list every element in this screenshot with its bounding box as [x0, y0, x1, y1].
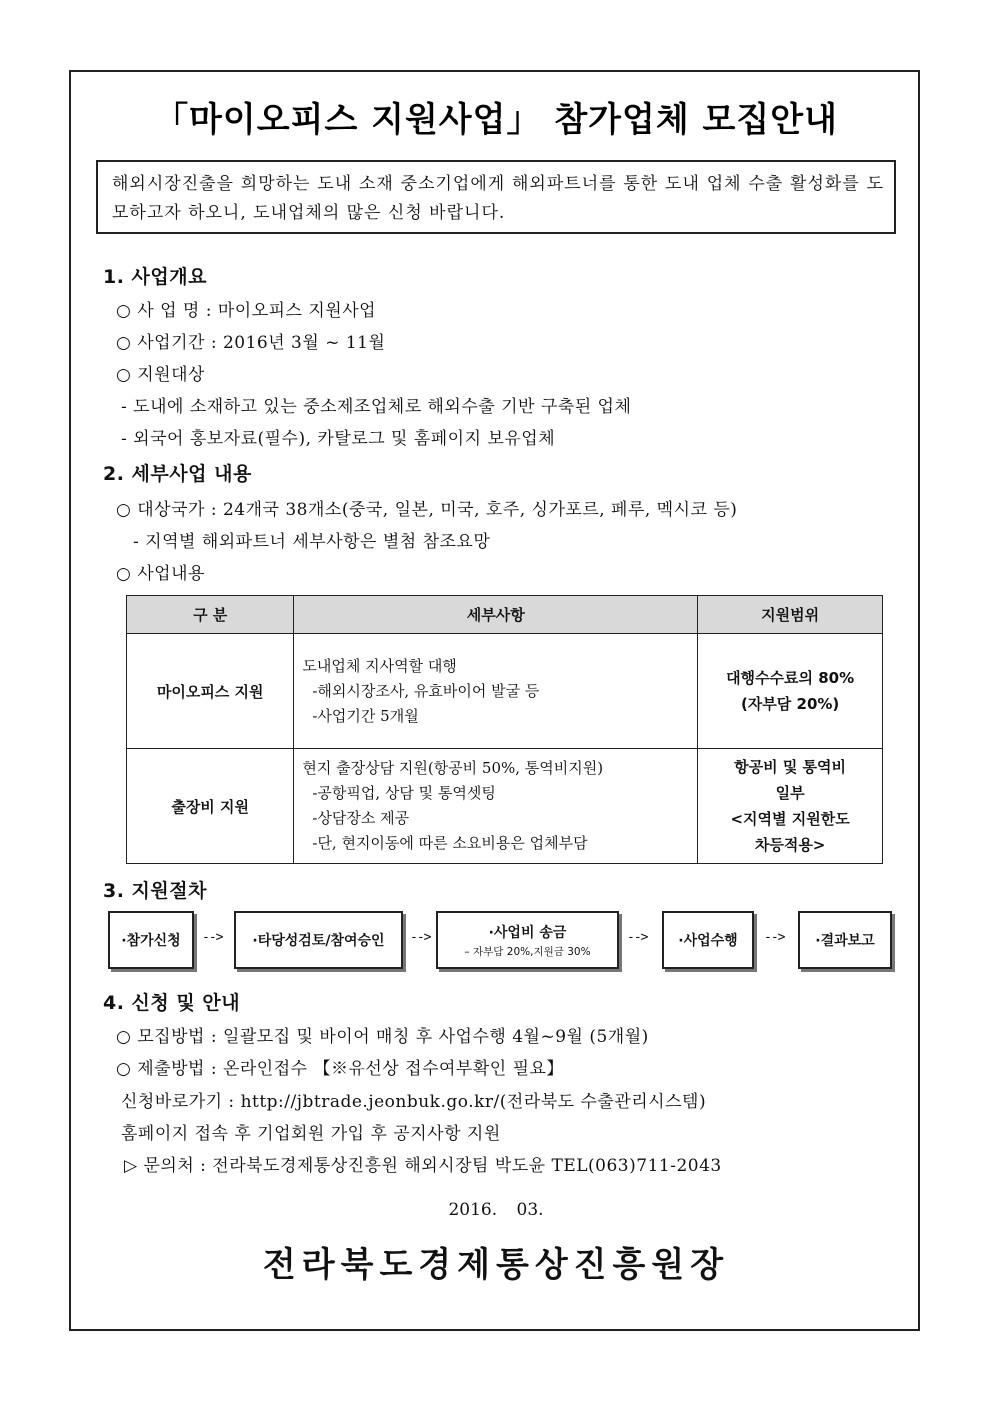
flow-step-label: ·참가신청	[121, 933, 181, 949]
document-date: 2016. 03.	[448, 1200, 544, 1220]
flow-arrow-icon: -->	[627, 930, 648, 945]
row1-detail-1: 도내업체 지사역할 대행	[302, 656, 457, 675]
header-category: 구 분	[127, 596, 294, 634]
support-target-2: - 외국어 홍보자료(필수), 카탈로그 및 홈페이지 보유업체	[121, 429, 556, 449]
row1-scope-2: (자부담 20%)	[740, 695, 840, 713]
support-target-label: ○ 지원대상	[116, 365, 205, 385]
content-label: ○ 사업내용	[116, 564, 205, 584]
section3-heading: 3. 지원절차	[103, 880, 207, 902]
header-details: 세부사항	[294, 596, 698, 634]
header-scope: 지원범위	[698, 596, 883, 634]
row2-detail-4: -단, 현지이동에 따른 소요비용은 업체부담	[312, 834, 588, 852]
business-content-table	[126, 595, 883, 864]
flow-step-remit	[436, 911, 619, 969]
row1-scope	[698, 634, 883, 749]
row2-category: 출장비 지원	[127, 749, 294, 864]
homepage-instruction: 홈페이지 접속 후 기업회원 가입 후 공지사항 지원	[121, 1124, 501, 1144]
flow-step-report	[798, 911, 892, 969]
row1-category: 마이오피스 지원	[127, 634, 294, 749]
recruit-method: ○ 모집방법 : 일괄모집 및 바이어 매칭 후 사업수행 4월~9월 (5개월)	[116, 1027, 649, 1047]
target-countries: ○ 대상국가 : 24개국 38개소(중국, 일본, 미국, 호주, 싱가포르, 페루, 멕시코 등)	[116, 500, 738, 520]
document-title: 「마이오피스 지원사업」 참가업체 모집안내	[154, 100, 838, 140]
contact-info: ▷ 문의처 : 전라북도경제통상진흥원 해외시장팀 박도윤 TEL(063)711-2043	[124, 1156, 722, 1176]
flow-arrow-icon: -->	[202, 930, 223, 945]
flow-step-label: ·사업비 송금	[488, 924, 567, 941]
row2-details	[294, 749, 698, 864]
section4-heading: 4. 신청 및 안내	[103, 992, 241, 1014]
row2-scope-1: 항공비 및 통역비	[734, 758, 847, 776]
issuer-signature: 전라북도경제통상진흥원장	[262, 1245, 730, 1285]
table-row	[127, 634, 883, 749]
business-name: ○ 사 업 명 : 마이오피스 지원사업	[116, 301, 377, 321]
partner-note: - 지역별 해외파트너 세부사항은 별첨 참조요망	[133, 532, 491, 552]
row2-detail-2: -공항픽업, 상담 및 통역셋팅	[312, 784, 496, 802]
row2-scope-2: 일부	[775, 784, 805, 802]
flow-arrow-icon: -->	[410, 930, 431, 945]
intro-box: 해외시장진출을 희망하는 도내 소재 중소기업에게 해외파트너를 통한 도내 업체 수출 활성화를 도모하고자 하오니, 도내업체의 많은 신청 바랍니다.	[96, 160, 896, 234]
support-target-1: - 도내에 소재하고 있는 중소제조업체로 해외수출 기반 구축된 업체	[121, 397, 632, 417]
business-period: ○ 사업기간 : 2016년 3월 ~ 11월	[116, 333, 386, 353]
submit-method: ○ 제출방법 : 온라인접수 【※유선상 접수여부확인 필요】	[116, 1059, 564, 1079]
flow-step-label: ·결과보고	[815, 933, 875, 949]
table-header-row	[127, 596, 883, 634]
flow-step-apply	[108, 911, 194, 969]
table-row	[127, 749, 883, 864]
flow-step-label: ·사업수행	[678, 933, 738, 949]
row2-detail-3: -상담장소 제공	[312, 809, 410, 827]
row2-scope-3: <지역별 지원한도	[730, 810, 850, 828]
flow-step-review	[234, 911, 403, 969]
flow-step-label: ·타당성검토/참여승인	[252, 933, 385, 949]
row2-scope	[698, 749, 883, 864]
row1-details	[294, 634, 698, 749]
flow-arrow-icon: -->	[764, 930, 785, 945]
flow-step-sublabel: – 자부담 20%,지원금 30%	[464, 945, 591, 958]
row2-detail-1: 현지 출장상담 지원(항공비 50%, 통역비지원)	[302, 759, 604, 777]
section2-heading: 2. 세부사업 내용	[103, 463, 252, 485]
row1-scope-1: 대행수수료의 80%	[726, 669, 855, 687]
row1-detail-2: -해외시장조사, 유효바이어 발굴 등	[312, 681, 540, 700]
apply-link[interactable]: 신청바로가기 : http://jbtrade.jeonbuk.go.kr/(전라북도 수출관리시스템)	[121, 1092, 707, 1112]
row1-detail-3: -사업기간 5개월	[312, 706, 419, 725]
flow-step-execute	[662, 911, 754, 969]
row2-scope-4: 차등적용>	[754, 836, 826, 854]
section1-heading: 1. 사업개요	[103, 266, 207, 288]
